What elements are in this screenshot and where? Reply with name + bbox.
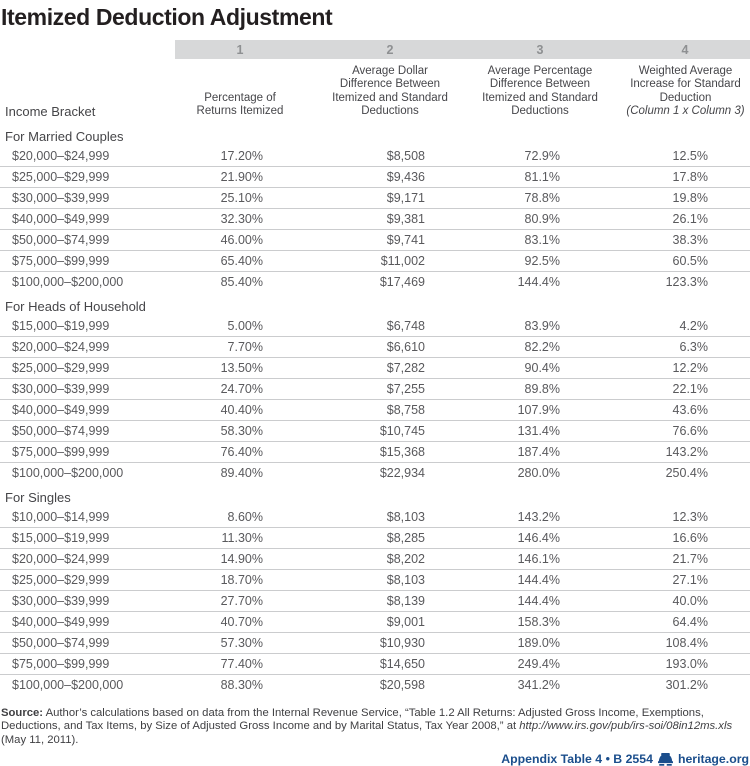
table-row bbox=[0, 569, 750, 590]
value-cell: 143.2% bbox=[475, 507, 605, 528]
value-cell: 144.4% bbox=[475, 569, 605, 590]
value-cell: $22,934 bbox=[379, 465, 425, 480]
income-bracket-cell: $30,000–$39,999 bbox=[0, 590, 175, 611]
value-cell: 92.5% bbox=[475, 250, 605, 271]
value-cell: 8.60% bbox=[175, 507, 305, 528]
value-cell: $9,741 bbox=[305, 229, 475, 250]
value-cell: 25.10% bbox=[175, 187, 305, 208]
value-cell: $8,202 bbox=[305, 548, 475, 569]
value-cell: 12.5% bbox=[605, 146, 750, 167]
value-cell: 11.30% bbox=[175, 527, 305, 548]
table-row bbox=[0, 548, 750, 569]
income-bracket-cell: $50,000–$74,999 bbox=[0, 632, 175, 653]
value-cell: 22.1% bbox=[605, 378, 750, 399]
value-cell: 21.90% bbox=[175, 166, 305, 187]
value-cell: 144.4% bbox=[517, 274, 560, 289]
value-cell: $8,139 bbox=[305, 590, 475, 611]
deduction-table bbox=[0, 40, 750, 695]
table-row bbox=[0, 611, 750, 632]
section-header bbox=[0, 292, 750, 316]
value-cell: 146.1% bbox=[475, 548, 605, 569]
table-row bbox=[0, 507, 750, 528]
value-cell: 123.3% bbox=[665, 274, 708, 289]
income-bracket-cell: $40,000–$49,999 bbox=[0, 208, 175, 229]
value-cell: 76.40% bbox=[175, 441, 305, 462]
value-cell: $10,930 bbox=[305, 632, 475, 653]
table-row bbox=[0, 653, 750, 674]
value-cell: 341.2% bbox=[517, 677, 560, 692]
value-cell: 144.4% bbox=[475, 590, 605, 611]
income-bracket-cell: $10,000–$14,999 bbox=[0, 507, 175, 528]
value-cell: 13.50% bbox=[175, 357, 305, 378]
value-cell: 187.4% bbox=[475, 441, 605, 462]
table-row bbox=[0, 166, 750, 187]
column-header-1: Percentage of Returns Itemized bbox=[196, 91, 284, 118]
value-cell: 249.4% bbox=[475, 653, 605, 674]
table-row bbox=[0, 336, 750, 357]
appendix-reference: Appendix Table 4 • B 2554 bbox=[501, 752, 653, 766]
table-row bbox=[0, 420, 750, 441]
value-cell: 143.2% bbox=[605, 441, 750, 462]
column-header-4: Weighted Average Increase for Standard Deduction (Column 1 x Column 3) bbox=[626, 65, 745, 118]
table-row bbox=[0, 146, 750, 167]
table-row bbox=[0, 441, 750, 462]
value-cell: $8,508 bbox=[305, 146, 475, 167]
income-bracket-cell: $20,000–$24,999 bbox=[0, 146, 175, 167]
page-title: Itemized Deduction Adjustment bbox=[1, 4, 333, 30]
column-header-3: Average Percentage Difference Between Itemized and Standard Deductions bbox=[482, 65, 598, 118]
footer bbox=[0, 752, 750, 766]
column-number-1: 1 bbox=[175, 40, 305, 59]
value-cell: $14,650 bbox=[305, 653, 475, 674]
source-text-before: Author’s calculations based on data from the Internal Revenue Service, “Table 1.2 All Returns: Adjusted Gross Income, Exemptions, Deductions, and Tax Items, by Size of Adjusted Gross Income and by Marital Status, Tax Year 2008,” at bbox=[1, 706, 704, 733]
value-cell: 158.3% bbox=[475, 611, 605, 632]
value-cell: 77.40% bbox=[175, 653, 305, 674]
table-row bbox=[0, 229, 750, 250]
section-header bbox=[0, 483, 750, 507]
value-cell: 108.4% bbox=[605, 632, 750, 653]
value-cell: 5.00% bbox=[175, 316, 305, 337]
column-number-3: 3 bbox=[475, 40, 605, 59]
source-url[interactable]: http://www.irs.gov/pub/irs-soi/08in12ms.xls bbox=[519, 720, 733, 733]
value-cell: 40.40% bbox=[175, 399, 305, 420]
income-bracket-cell: $25,000–$29,999 bbox=[0, 569, 175, 590]
value-cell: 89.8% bbox=[475, 378, 605, 399]
value-cell: 40.0% bbox=[605, 590, 750, 611]
value-cell: 16.6% bbox=[605, 527, 750, 548]
column-header-2: Average Dollar Difference Between Itemized and Standard Deductions bbox=[332, 65, 448, 118]
column-number-4: 4 bbox=[605, 40, 750, 59]
value-cell: 6.3% bbox=[605, 336, 750, 357]
value-cell: 40.70% bbox=[175, 611, 305, 632]
value-cell: 12.3% bbox=[605, 507, 750, 528]
value-cell: $20,598 bbox=[379, 677, 425, 692]
table-row bbox=[0, 316, 750, 337]
source-note bbox=[1, 707, 749, 748]
value-cell: 27.1% bbox=[605, 569, 750, 590]
value-cell: $9,381 bbox=[305, 208, 475, 229]
value-cell: 43.6% bbox=[605, 399, 750, 420]
table-row bbox=[0, 399, 750, 420]
income-bracket-cell: $100,000–$200,000 bbox=[12, 677, 124, 692]
value-cell: 107.9% bbox=[475, 399, 605, 420]
value-cell: 189.0% bbox=[475, 632, 605, 653]
value-cell: 46.00% bbox=[175, 229, 305, 250]
value-cell: $15,368 bbox=[305, 441, 475, 462]
income-bracket-cell: $15,000–$19,999 bbox=[0, 316, 175, 337]
value-cell: 250.4% bbox=[665, 465, 708, 480]
column-number-row bbox=[0, 40, 750, 59]
value-cell: 76.6% bbox=[605, 420, 750, 441]
table-row bbox=[0, 208, 750, 229]
page bbox=[0, 3, 750, 766]
value-cell: 78.8% bbox=[475, 187, 605, 208]
value-cell: 12.2% bbox=[605, 357, 750, 378]
value-cell: 64.4% bbox=[605, 611, 750, 632]
value-cell: $9,171 bbox=[305, 187, 475, 208]
value-cell: $8,103 bbox=[305, 507, 475, 528]
table-row bbox=[0, 378, 750, 399]
source-text-after: (May 11, 2011). bbox=[1, 733, 79, 746]
income-bracket-cell: $25,000–$29,999 bbox=[0, 166, 175, 187]
value-cell: 7.70% bbox=[175, 336, 305, 357]
income-bracket-cell: $50,000–$74,999 bbox=[0, 229, 175, 250]
value-cell: 89.40% bbox=[220, 465, 263, 480]
income-bracket-cell: $100,000–$200,000 bbox=[12, 274, 124, 289]
value-cell: $6,748 bbox=[305, 316, 475, 337]
value-cell: 85.40% bbox=[220, 274, 263, 289]
value-cell: 38.3% bbox=[605, 229, 750, 250]
income-bracket-cell: $40,000–$49,999 bbox=[0, 611, 175, 632]
value-cell: $9,436 bbox=[305, 166, 475, 187]
value-cell: 21.7% bbox=[605, 548, 750, 569]
table-row bbox=[0, 527, 750, 548]
heritage-bell-icon bbox=[658, 753, 673, 766]
value-cell: 83.9% bbox=[475, 316, 605, 337]
value-cell: $11,002 bbox=[305, 250, 475, 271]
section-label: For Married Couples bbox=[5, 128, 124, 144]
table-row bbox=[0, 271, 750, 292]
value-cell: 24.70% bbox=[175, 378, 305, 399]
section-header bbox=[0, 122, 750, 146]
value-cell: 58.30% bbox=[175, 420, 305, 441]
value-cell: 83.1% bbox=[475, 229, 605, 250]
value-cell: 193.0% bbox=[605, 653, 750, 674]
value-cell: $17,469 bbox=[379, 274, 425, 289]
table-row bbox=[0, 462, 750, 483]
value-cell: 88.30% bbox=[220, 677, 263, 692]
value-cell: $6,610 bbox=[305, 336, 475, 357]
value-cell: 60.5% bbox=[605, 250, 750, 271]
value-cell: 301.2% bbox=[665, 677, 708, 692]
value-cell: $8,285 bbox=[305, 527, 475, 548]
income-bracket-cell: $40,000–$49,999 bbox=[0, 399, 175, 420]
income-bracket-cell: $50,000–$74,999 bbox=[0, 420, 175, 441]
value-cell: 32.30% bbox=[175, 208, 305, 229]
value-cell: 90.4% bbox=[475, 357, 605, 378]
value-cell: $7,255 bbox=[305, 378, 475, 399]
income-bracket-cell: $20,000–$24,999 bbox=[0, 548, 175, 569]
value-cell: 57.30% bbox=[175, 632, 305, 653]
table-row bbox=[0, 674, 750, 695]
heritage-link[interactable]: heritage.org bbox=[677, 752, 749, 766]
value-cell: $8,758 bbox=[305, 399, 475, 420]
value-cell: 4.2% bbox=[605, 316, 750, 337]
value-cell: 72.9% bbox=[475, 146, 605, 167]
value-cell: 81.1% bbox=[475, 166, 605, 187]
value-cell: 17.20% bbox=[175, 146, 305, 167]
income-bracket-cell: $75,000–$99,999 bbox=[0, 653, 175, 674]
value-cell: 131.4% bbox=[475, 420, 605, 441]
value-cell: 18.70% bbox=[175, 569, 305, 590]
value-cell: 19.8% bbox=[605, 187, 750, 208]
income-bracket-cell: $30,000–$39,999 bbox=[0, 187, 175, 208]
table-row bbox=[0, 187, 750, 208]
income-bracket-label: Income Bracket bbox=[5, 104, 96, 120]
value-cell: 26.1% bbox=[605, 208, 750, 229]
value-cell: 14.90% bbox=[175, 548, 305, 569]
value-cell: 17.8% bbox=[605, 166, 750, 187]
column-header-row bbox=[0, 59, 750, 122]
corner-cell bbox=[0, 40, 175, 59]
income-bracket-cell: $25,000–$29,999 bbox=[0, 357, 175, 378]
column-number-2: 2 bbox=[305, 40, 475, 59]
value-cell: 27.70% bbox=[175, 590, 305, 611]
value-cell: $9,001 bbox=[305, 611, 475, 632]
table-row bbox=[0, 632, 750, 653]
table-row bbox=[0, 250, 750, 271]
value-cell: 146.4% bbox=[475, 527, 605, 548]
table-body bbox=[0, 122, 750, 695]
value-cell: $10,745 bbox=[305, 420, 475, 441]
income-bracket-cell: $100,000–$200,000 bbox=[12, 465, 124, 480]
table-row bbox=[0, 357, 750, 378]
source-label: Source: bbox=[1, 706, 44, 719]
income-bracket-cell: $75,000–$99,999 bbox=[0, 250, 175, 271]
value-cell: $7,282 bbox=[305, 357, 475, 378]
section-label: For Heads of Household bbox=[5, 298, 146, 314]
income-bracket-cell: $15,000–$19,999 bbox=[0, 527, 175, 548]
income-bracket-cell: $20,000–$24,999 bbox=[0, 336, 175, 357]
value-cell: 80.9% bbox=[475, 208, 605, 229]
value-cell: $8,103 bbox=[305, 569, 475, 590]
value-cell: 82.2% bbox=[475, 336, 605, 357]
table-row bbox=[0, 590, 750, 611]
value-cell: 65.40% bbox=[175, 250, 305, 271]
value-cell: 280.0% bbox=[517, 465, 560, 480]
income-bracket-cell: $30,000–$39,999 bbox=[0, 378, 175, 399]
section-label: For Singles bbox=[5, 489, 71, 505]
income-bracket-cell: $75,000–$99,999 bbox=[0, 441, 175, 462]
